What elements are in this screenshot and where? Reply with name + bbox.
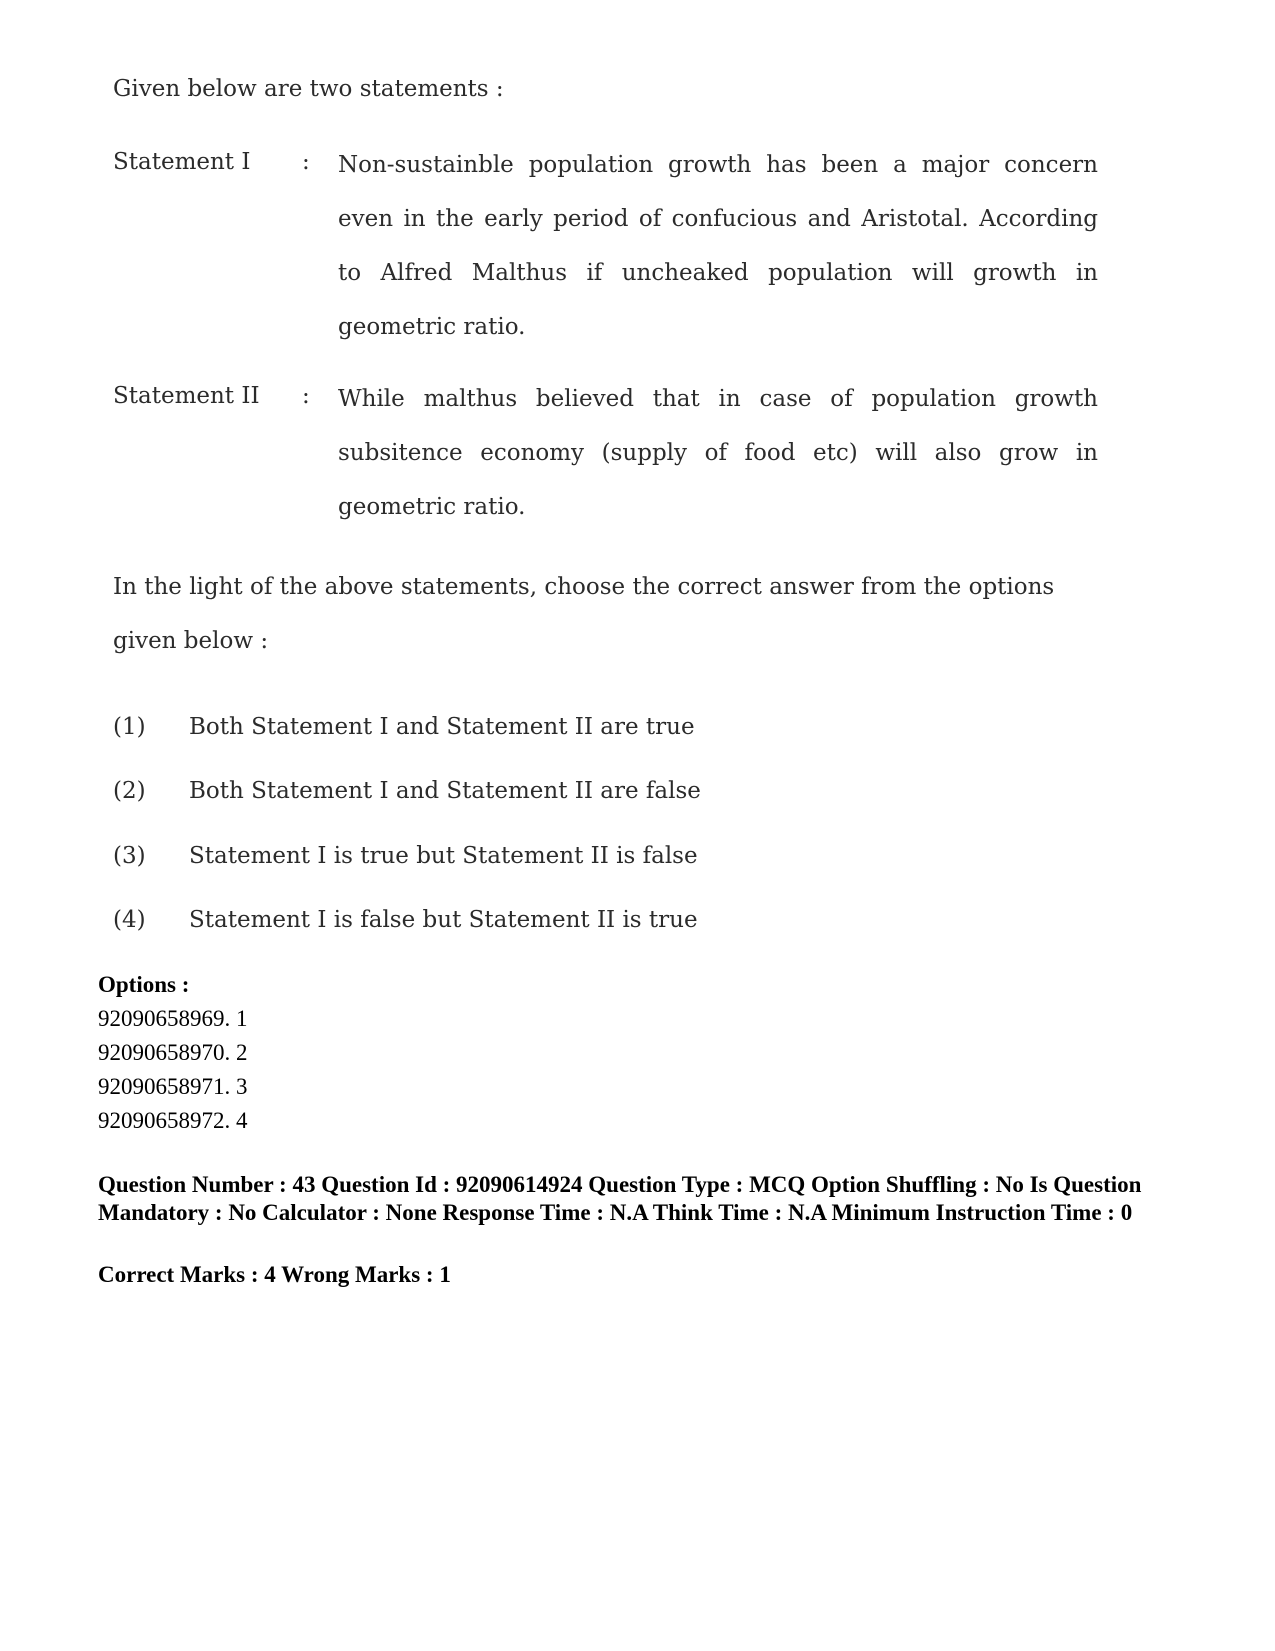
choice-2-number: (2) xyxy=(113,778,146,804)
choice-1-text: Both Statement I and Statement II are true xyxy=(189,714,695,740)
choice-2-text: Both Statement I and Statement II are false xyxy=(189,778,701,804)
statement-1-label: Statement I xyxy=(113,149,251,175)
choice-1-number: (1) xyxy=(113,714,146,740)
option-id-1: 92090658969. 1 xyxy=(98,1006,248,1031)
statement-2-label: Statement II xyxy=(113,383,260,409)
statement-1-colon: : xyxy=(302,149,310,175)
question-info: Question Number : 43 Question Id : 92090614924 Question Type : MCQ Option Shuffling : No Is Question Mandatory : No Calculator : None Response Time : N.A Think Time : N.A Minimum Instruction Time : 0 xyxy=(98,1172,1142,1225)
option-id-2: 92090658970. 2 xyxy=(98,1040,248,1065)
question-prompt: In the light of the above statements, choose the correct answer from the options given below : xyxy=(113,574,1055,654)
choice-4-number: (4) xyxy=(113,907,146,933)
choice-3-text: Statement I is true but Statement II is false xyxy=(189,843,698,869)
statement-2-colon: : xyxy=(302,383,310,409)
question-marks: Correct Marks : 4 Wrong Marks : 1 xyxy=(98,1262,451,1287)
choice-3-number: (3) xyxy=(113,843,146,869)
option-id-4: 92090658972. 4 xyxy=(98,1108,248,1133)
options-heading: Options : xyxy=(98,972,190,997)
option-id-3: 92090658971. 3 xyxy=(98,1074,248,1099)
statement-1-text: Non-sustainble population growth has been a major concern even in the early period of confucious and Aristotal. According to Alfred Malthus if uncheaked population will growth in geometric ratio. xyxy=(338,152,1098,340)
options-block xyxy=(98,968,248,1138)
question-intro: Given below are two statements : xyxy=(113,76,504,102)
statement-2-text: While malthus believed that in case of population growth subsitence economy (supply of food etc) will also grow in geometric ratio. xyxy=(338,386,1098,520)
choice-4-text: Statement I is false but Statement II is true xyxy=(189,907,698,933)
